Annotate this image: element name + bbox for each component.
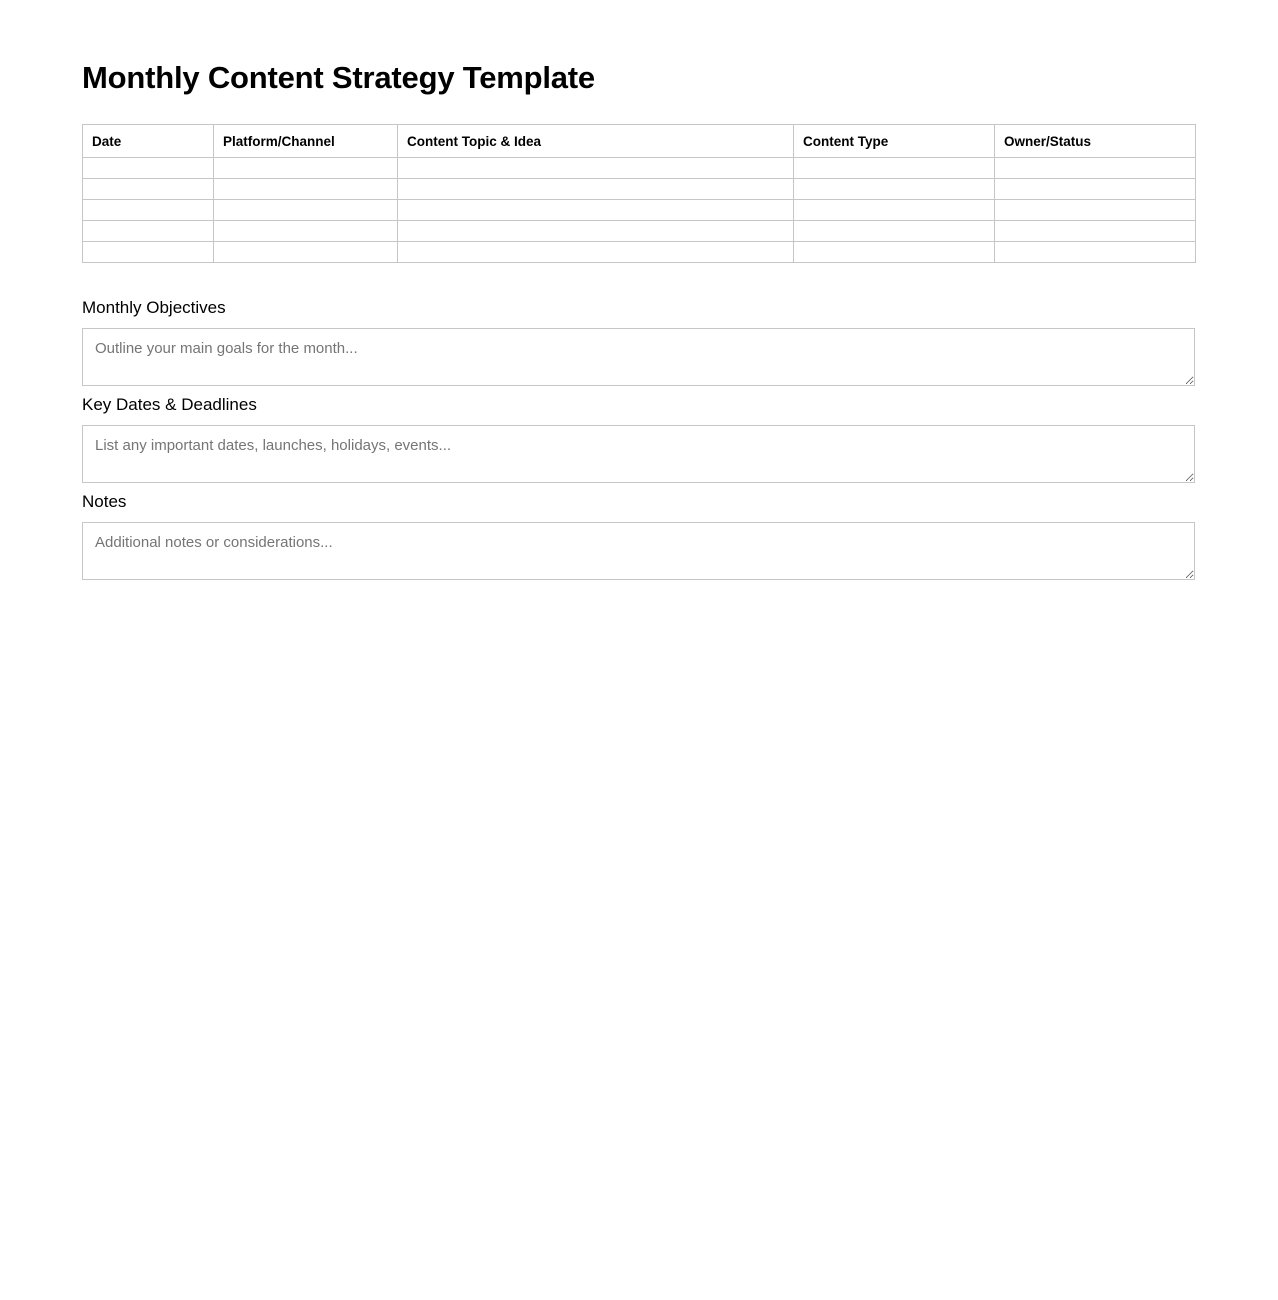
cell-owner[interactable] [995, 158, 1196, 179]
cell-platform[interactable] [214, 242, 398, 263]
key-dates-input[interactable] [82, 425, 1195, 483]
cell-topic[interactable] [398, 221, 794, 242]
cell-owner[interactable] [995, 221, 1196, 242]
column-header-platform: Platform/Channel [214, 125, 398, 158]
section-notes [82, 491, 1195, 580]
cell-topic[interactable] [398, 179, 794, 200]
section-monthly-objectives [82, 297, 1195, 386]
cell-topic[interactable] [398, 242, 794, 263]
table-body [83, 158, 1196, 263]
column-header-owner: Owner/Status [995, 125, 1196, 158]
cell-type[interactable] [794, 221, 995, 242]
table-header [83, 125, 1196, 158]
cell-date[interactable] [83, 158, 214, 179]
key-dates-label: Key Dates & Deadlines [82, 395, 257, 414]
cell-platform[interactable] [214, 179, 398, 200]
table-row[interactable] [83, 179, 1196, 200]
cell-owner[interactable] [995, 242, 1196, 263]
monthly-objectives-label: Monthly Objectives [82, 298, 226, 317]
table-row[interactable] [83, 200, 1196, 221]
page-title: Monthly Content Strategy Template [82, 60, 595, 95]
cell-date[interactable] [83, 221, 214, 242]
column-header-date: Date [83, 125, 214, 158]
notes-label: Notes [82, 492, 127, 511]
cell-owner[interactable] [995, 200, 1196, 221]
table-row[interactable] [83, 221, 1196, 242]
cell-type[interactable] [794, 179, 995, 200]
notes-input[interactable] [82, 522, 1195, 580]
cell-platform[interactable] [214, 221, 398, 242]
column-header-type: Content Type [794, 125, 995, 158]
cell-type[interactable] [794, 158, 995, 179]
column-header-topic: Content Topic & Idea [398, 125, 794, 158]
cell-type[interactable] [794, 242, 995, 263]
cell-date[interactable] [83, 242, 214, 263]
table-row[interactable] [83, 158, 1196, 179]
monthly-objectives-input[interactable] [82, 328, 1195, 386]
table-header-row [83, 125, 1196, 158]
cell-date[interactable] [83, 200, 214, 221]
cell-date[interactable] [83, 179, 214, 200]
cell-topic[interactable] [398, 200, 794, 221]
cell-type[interactable] [794, 200, 995, 221]
content-calendar-table [82, 124, 1196, 263]
table-row[interactable] [83, 242, 1196, 263]
cell-platform[interactable] [214, 200, 398, 221]
cell-platform[interactable] [214, 158, 398, 179]
cell-topic[interactable] [398, 158, 794, 179]
cell-owner[interactable] [995, 179, 1196, 200]
section-key-dates-deadlines [82, 394, 1195, 483]
